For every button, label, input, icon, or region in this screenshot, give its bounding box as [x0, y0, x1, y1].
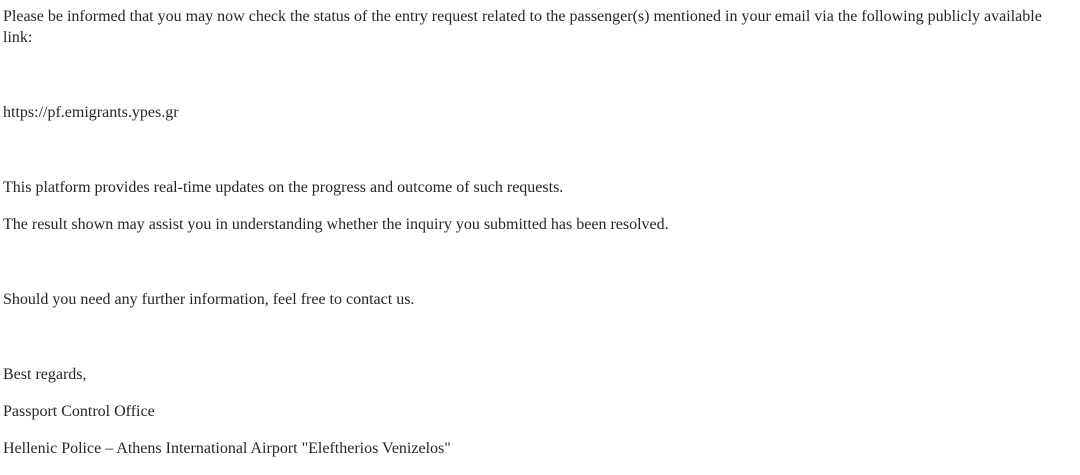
result-paragraph: The result shown may assist you in understanding whether the inquiry you submitted has been resolved.	[3, 216, 669, 233]
spacer	[3, 235, 1073, 289]
contact-paragraph: Should you need any further information, feel free to contact us.	[3, 291, 415, 308]
closing-line: Best regards,	[3, 366, 87, 383]
spacer	[3, 385, 1073, 401]
email-body	[3, 6, 1073, 459]
status-link-paragraph	[3, 102, 1073, 123]
spacer	[3, 310, 1073, 364]
signature-organization: Hellenic Police – Athens International Airport "Eleftherios Venizelos"	[3, 440, 451, 457]
spacer	[3, 123, 1073, 177]
spacer	[3, 198, 1073, 214]
intro-paragraph: Please be informed that you may now check the status of the entry request related to the passenger(s) mentioned in your email via the following publicly available link:	[3, 8, 1042, 46]
signature-office: Passport Control Office	[3, 403, 155, 420]
spacer	[3, 48, 1073, 102]
status-link[interactable]: https://pf.emigrants.ypes.gr	[3, 104, 179, 121]
spacer	[3, 422, 1073, 438]
platform-paragraph: This platform provides real-time updates on the progress and outcome of such requests.	[3, 179, 564, 196]
